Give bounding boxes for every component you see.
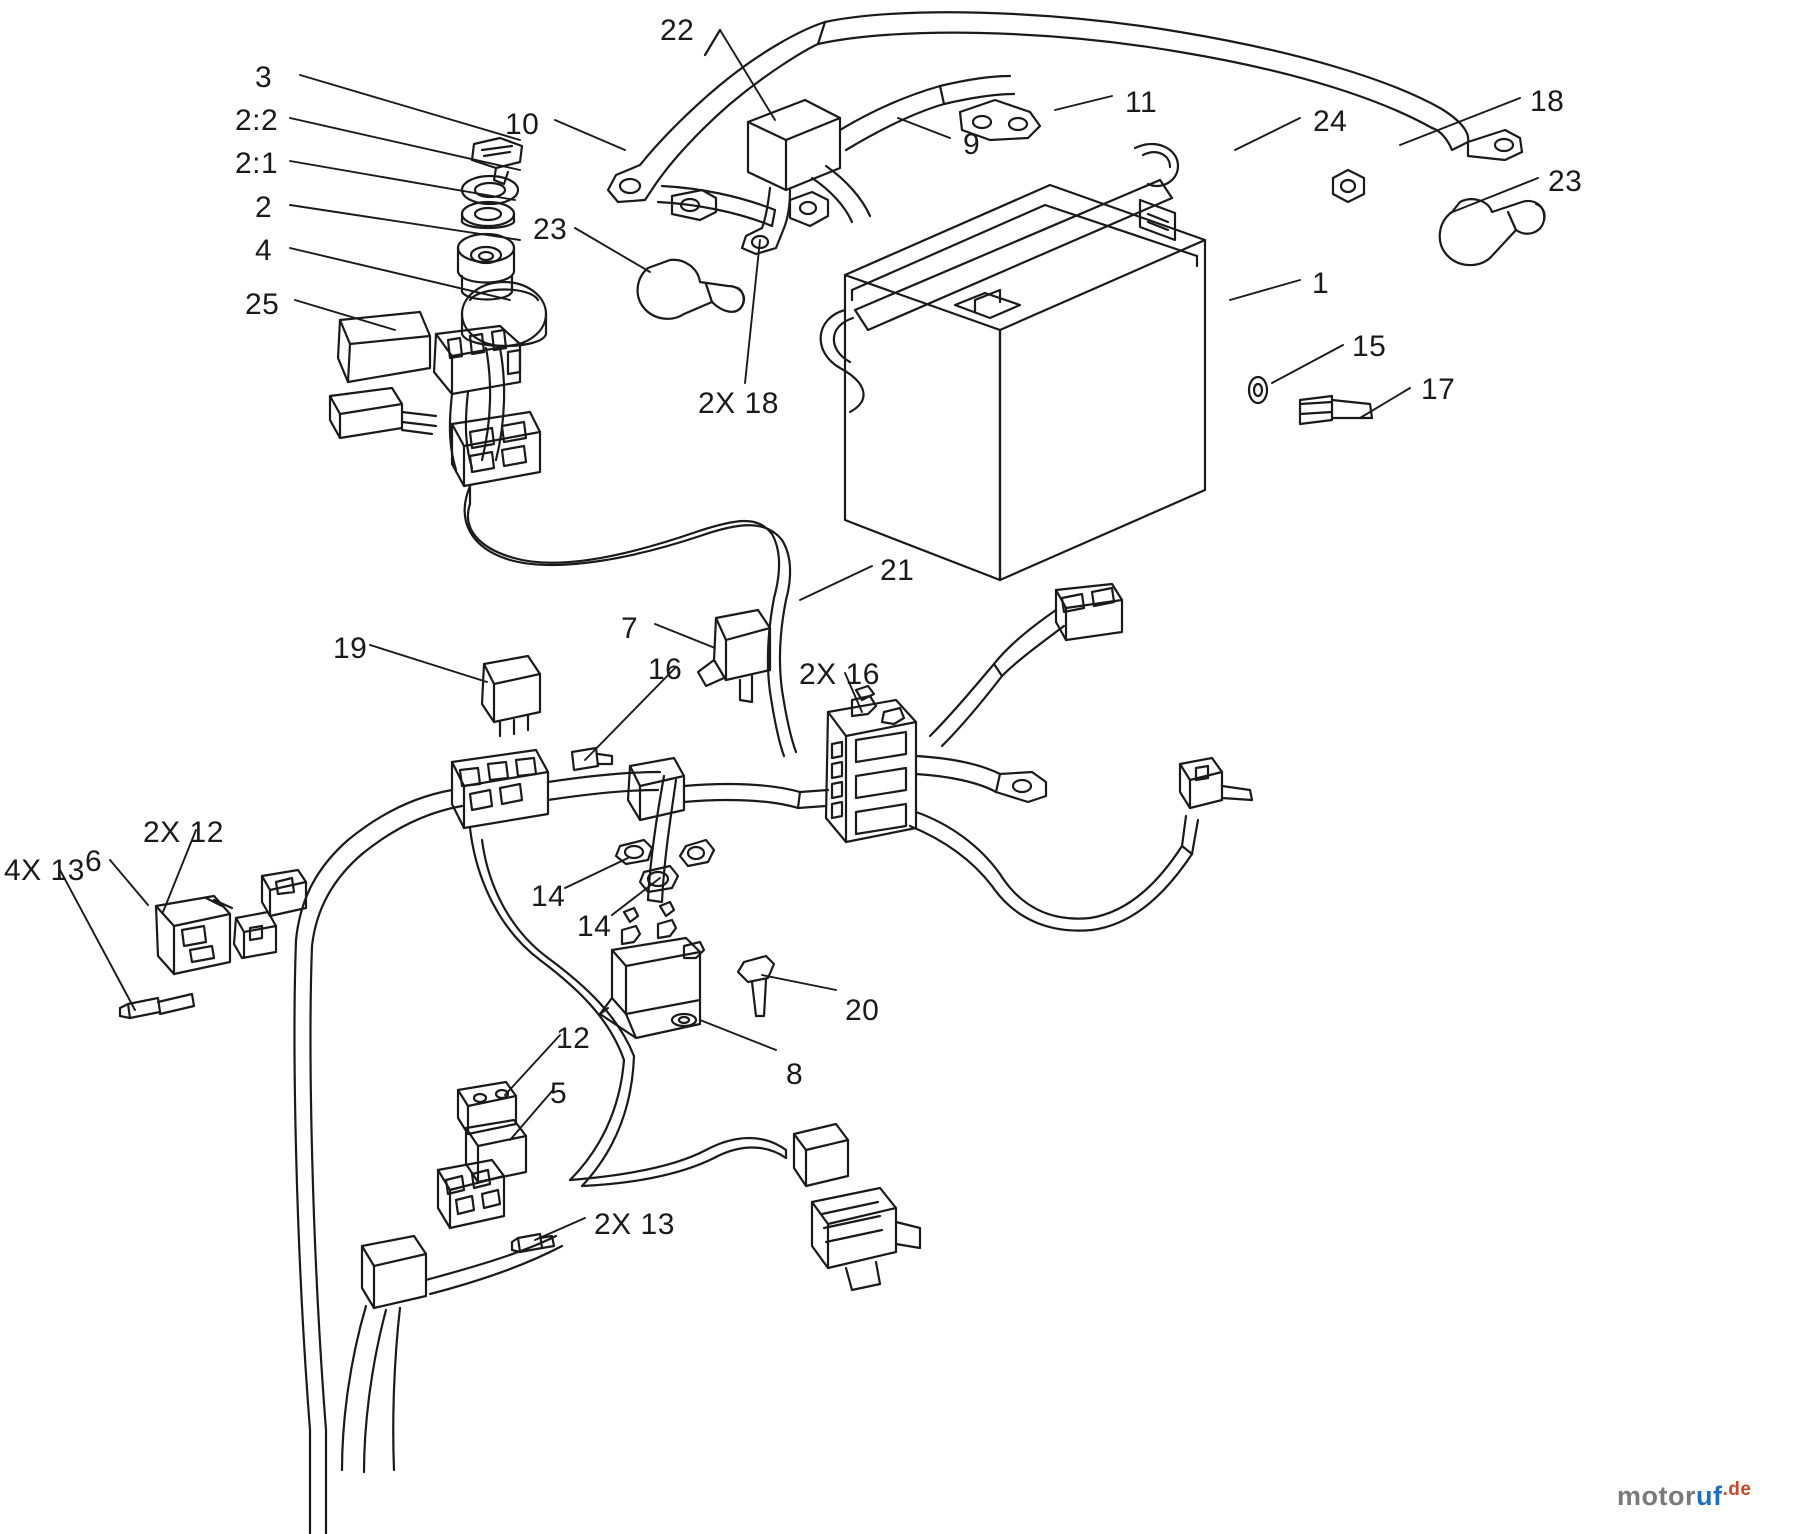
callout-2x13: 2X 13 [594,1208,675,1241]
watermark-part3: .de [1722,1479,1752,1500]
callout-8: 8 [786,1058,804,1091]
watermark-part2: uf [1696,1481,1723,1511]
clip-7 [698,610,770,702]
relay-19 [482,656,540,736]
fastener-16 [572,748,612,770]
boot-23-left [638,260,744,319]
bottom-connectors [342,1082,920,1472]
fuse-block [826,686,1198,931]
callout-17: 17 [1421,373,1456,406]
callout-19: 19 [333,632,368,665]
callout-7: 7 [621,612,639,645]
callout-6: 6 [85,845,103,878]
callout-2x18: 2X 18 [698,387,779,420]
callout-16: 16 [648,653,683,686]
callout-25: 25 [245,288,280,321]
connector-upper-right [930,584,1122,746]
callout-4: 4 [255,234,273,267]
callout-2: 2 [255,191,273,224]
harness-upper-connectors [330,326,540,486]
callout-10: 10 [505,108,540,141]
callout-22: 22 [660,14,695,47]
bolt-17 [1300,396,1372,424]
callout-1: 1 [1312,267,1330,300]
callout-2x12: 2X 12 [143,816,224,849]
watermark [1617,1479,1751,1512]
callout-4x13: 4X 13 [4,854,85,887]
callout-3: 3 [255,61,273,94]
callout-20: 20 [845,994,880,1027]
solenoid-8 [600,902,704,1038]
callout-5: 5 [550,1077,568,1110]
callout-23-b: 23 [533,213,568,246]
battery [821,144,1205,580]
connector-left-wire [262,870,306,916]
callout-14-a: 14 [531,880,566,913]
washer-15 [1249,377,1267,403]
relay-25 [338,312,430,382]
watermark-part1: motor [1617,1481,1696,1511]
callout-9: 9 [963,128,981,161]
callout-24: 24 [1313,105,1348,138]
switch-6 [120,896,276,1018]
callout-2x16: 2X 16 [799,658,880,691]
connector-right-small [1180,758,1252,808]
callout-2-1: 2:1 [235,147,279,180]
callout-23-a: 23 [1548,165,1583,198]
callout-14-b: 14 [577,910,612,943]
callout-11: 11 [1125,86,1158,119]
boot-23-right [1440,199,1545,265]
callout-2-2: 2:2 [235,104,279,137]
callout-18-a: 18 [1530,85,1565,118]
nut-24 [1333,170,1364,202]
callout-12: 12 [556,1022,591,1055]
battery-cables [608,12,1522,254]
callout-15: 15 [1352,330,1387,363]
callout-21: 21 [880,554,915,587]
lower-harness [295,750,828,1534]
